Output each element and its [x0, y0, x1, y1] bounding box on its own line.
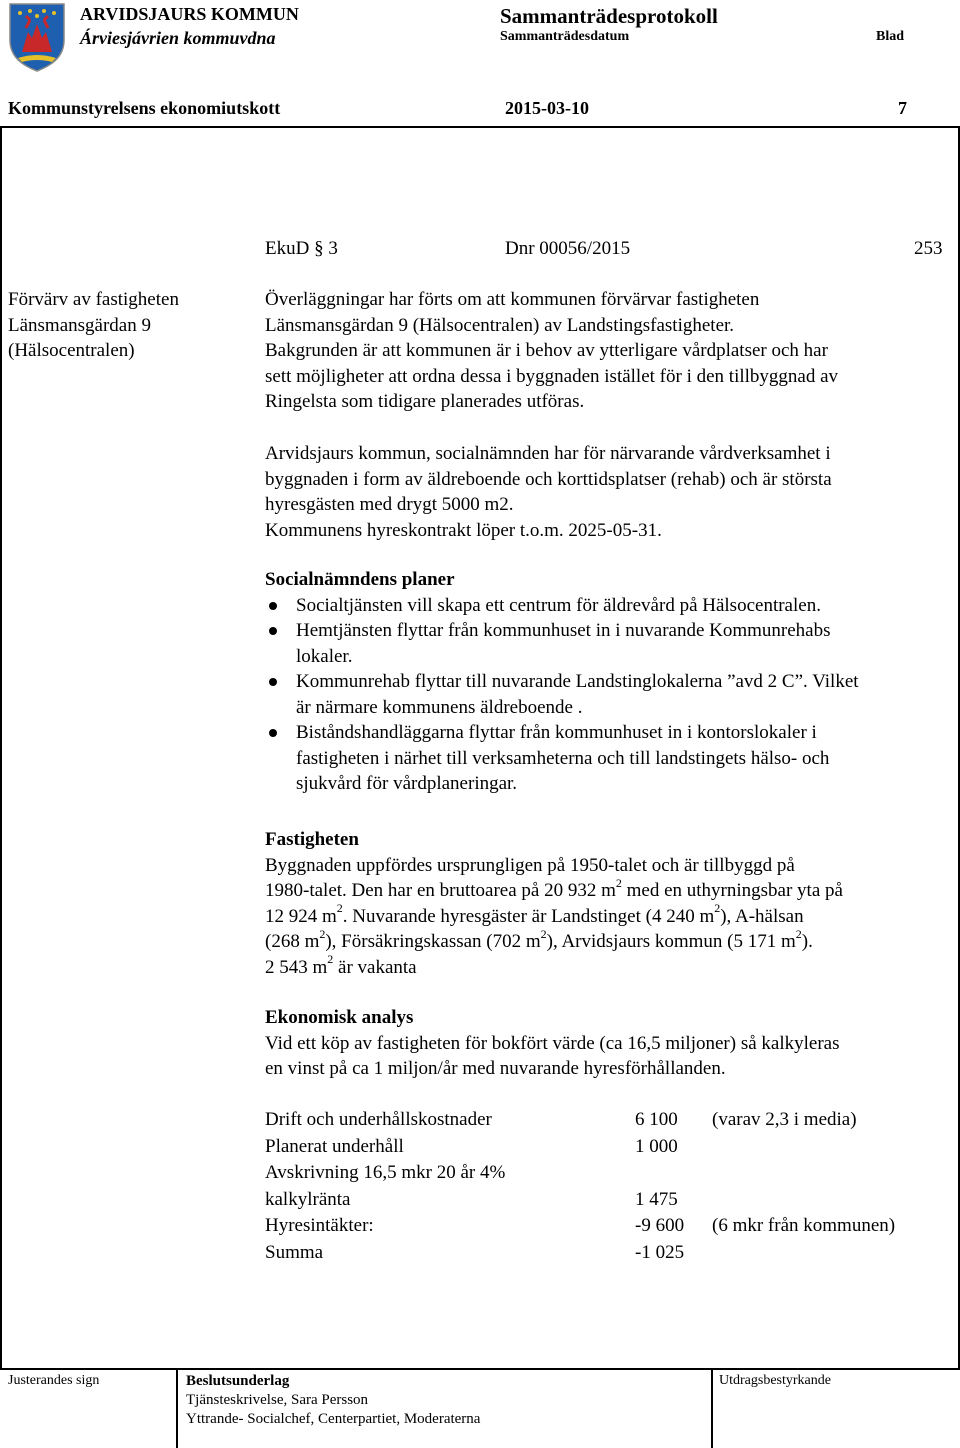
basis-item: Tjänsteskrivelse, Sara Persson — [186, 1392, 369, 1408]
table-row: Planerat underhåll 1 000 — [265, 1135, 678, 1157]
text-line: är närmare kommunens äldreboende . — [296, 696, 583, 718]
extract-certification-label: Utdragsbestyrkande — [719, 1373, 831, 1388]
text-line: sett möjligheter att ordna dessa i byggnaden istället för i den tillbyggnad av — [265, 365, 839, 387]
list-item — [265, 669, 950, 720]
sheet-number: 7 — [898, 98, 907, 118]
municipal-crest — [8, 2, 66, 72]
basis-item: Yttrande- Socialchef, Centerpartiet, Moderaterna — [186, 1411, 481, 1427]
text-line: Kommunrehab flyttar till nuvarande Landstinglokalerna ”avd 2 C”. Vilket — [296, 671, 859, 692]
footer-sep-1 — [176, 1368, 178, 1448]
item-title-line: Förvärv av fastigheten — [8, 289, 179, 310]
table-row: kalkylränta 1 475 — [265, 1188, 678, 1210]
committee-name: Kommunstyrelsens ekonomiutskott — [8, 98, 281, 118]
item-title-line: Länsmansgärdan 9 — [8, 314, 151, 336]
text-line: sjukvård för vårdplaneringar. — [296, 773, 518, 794]
signature-label: Justerandes sign — [8, 1373, 100, 1388]
text-line: Biståndshandläggarna flyttar från kommunhuset in i kontorslokaler i — [296, 722, 817, 743]
list-item — [265, 618, 950, 669]
org-name: ARVIDSJAURS KOMMUN — [80, 4, 299, 24]
table-row: Avskrivning 16,5 mkr 20 år 4% — [265, 1162, 506, 1183]
text-line: 1980-talet. Den har en bruttoarea på 20 932 $m^2$ med en uthyrningsbar yta på — [265, 875, 843, 901]
list-item — [265, 720, 950, 797]
text-line: Kommunens hyreskontrakt löper t.o.m. 2025-05-31. — [265, 519, 662, 541]
text-line: Byggnaden uppfördes ursprungligen på 1950-talet och är tillbyggd på — [265, 854, 795, 876]
intro-paragraph — [265, 287, 950, 415]
text-line: Ringelsta som tidigare planerades utföras. — [265, 391, 585, 412]
finance-table — [265, 1107, 895, 1266]
text-line: Överläggningar har förts om att kommunen förvärvar fastigheten — [265, 289, 760, 310]
text-line: Arvidsjaurs kommun, socialnämnden har för närvarande vårdverksamhet i — [265, 443, 831, 464]
text-line: Socialtjänsten vill skapa ett centrum för äldrevård på Hälsocentralen. — [296, 594, 821, 616]
text-line: en vinst på ca 1 miljon/år med nuvarande hyresförhållanden. — [265, 1058, 726, 1079]
text-line: Vid ett köp av fastigheten för bokfört värde (ca 16,5 miljoner) så kalkyleras — [265, 1032, 840, 1054]
text-line: fastigheten i närhet till verksamheterna och till landstingets hälso- och — [296, 747, 830, 769]
frame-left — [0, 126, 2, 1370]
list-item — [265, 593, 950, 619]
table-row: Hyresintäkter: -9 600 (6 mkr från kommunen) — [265, 1215, 896, 1236]
org-name-sami: Árviesjávrien kommuvdna — [80, 28, 276, 48]
analysis-section — [265, 1005, 950, 1082]
plans-heading: Socialnämndens planer — [265, 569, 455, 590]
paragraph-number: 253 — [914, 238, 943, 259]
text-line: 12 924 $m^2$. Nuvarande hyresgäster är Landstinget (4 240 $m^2$), A-hälsan — [265, 901, 804, 927]
item-title-line: (Hälsocentralen) — [8, 340, 135, 361]
item-title — [8, 287, 248, 364]
basis-label: Beslutsunderlag — [186, 1373, 290, 1389]
document-type: Sammanträdesprotokoll — [500, 4, 718, 28]
table-row: Summa -1 025 — [265, 1241, 685, 1263]
section-code: EkuD § 3 — [265, 238, 338, 259]
context-paragraph — [265, 441, 950, 543]
analysis-heading: Ekonomisk analys — [265, 1007, 414, 1028]
property-heading: Fastigheten — [265, 829, 359, 850]
text-line: hyresgästen med drygt 5000 m2. — [265, 494, 514, 515]
footer-divider — [0, 1368, 960, 1370]
diary-number: Dnr 00056/2015 — [505, 238, 631, 259]
footer-sep-2 — [711, 1368, 713, 1448]
header-divider — [0, 126, 960, 128]
meeting-date-label: Sammanträdesdatum — [500, 29, 630, 44]
table-row: Drift och underhållskostnader 6 100 (varav 2,3 i media) — [265, 1109, 857, 1130]
meeting-date: 2015-03-10 — [505, 98, 589, 118]
text-line: (268 $m^2$), Försäkringskassan (702 $m^2$), Arvidsjaurs kommun (5 171 $m^2$). — [265, 926, 813, 952]
text-line: byggnaden i form av äldreboende och korttidsplatser (rehab) och är största — [265, 468, 832, 490]
text-line: lokaler. — [296, 645, 353, 667]
sheet-label: Blad — [876, 29, 905, 44]
plans-section — [265, 567, 950, 797]
text-line: Bakgrunden är att kommunen är i behov av ytterligare vårdplatser och har — [265, 340, 828, 361]
plans-list — [265, 593, 950, 797]
property-section — [265, 827, 950, 980]
text-line: Länsmansgärdan 9 (Hälsocentralen) av Landstingsfastigheter. — [265, 314, 735, 336]
text-line: Hemtjänsten flyttar från kommunhuset in i nuvarande Kommunrehabs — [296, 620, 831, 641]
text-line: 2 543 $m^2$ är vakanta — [265, 952, 417, 978]
